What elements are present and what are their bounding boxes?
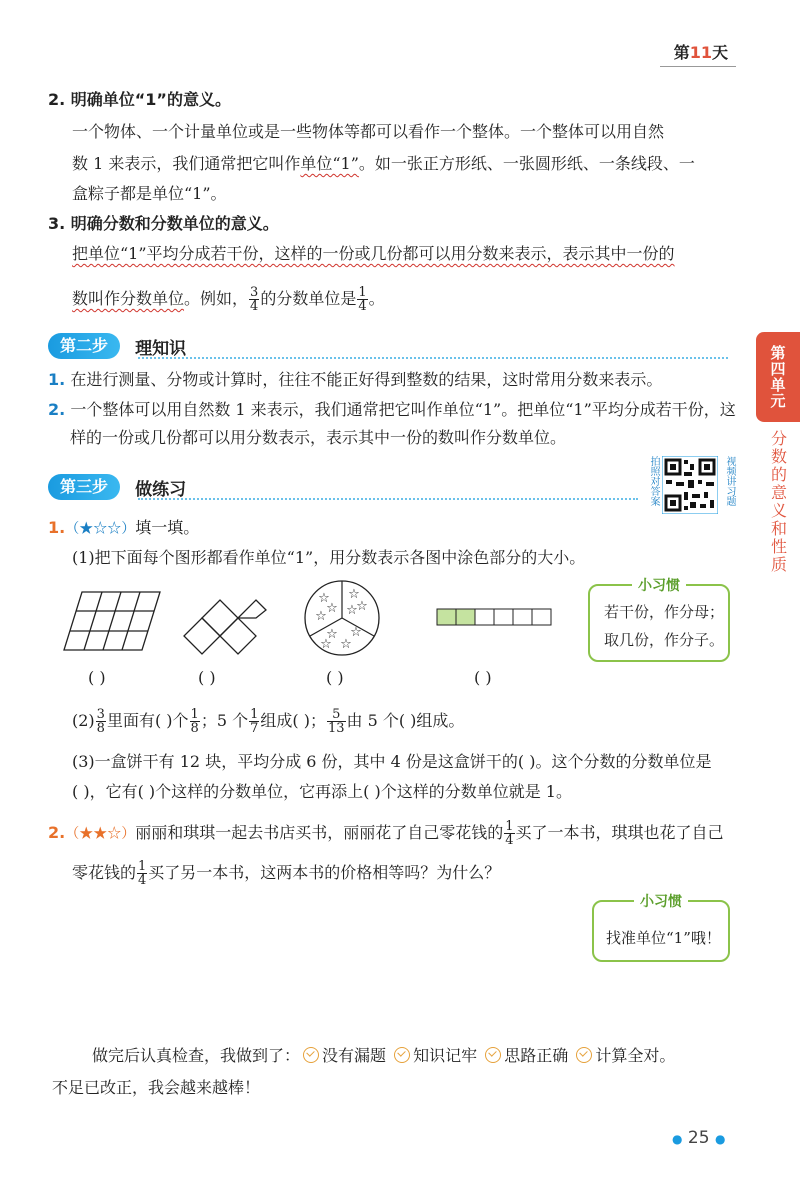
svg-text:☆: ☆ (348, 587, 360, 602)
q2-line1: 2.（★★☆）丽丽和琪琪一起去书店买书，丽丽花了自己零花钱的 $\frac{1}{4}$ 买了一本书，琪琪也花了自己 (48, 819, 724, 848)
svg-text:☆: ☆ (315, 609, 327, 624)
step2-point1: 1. 在进行测量、分物或计算时，往往不能正好得到整数的结果，这时常用分数来表示。 (48, 370, 663, 389)
q2-line2: 零花钱的 $\frac{1}{4}$ 买了另一本书，这两本书的价格相等吗？为什么？ (72, 859, 501, 888)
item2-line1: 一个物体、一个计量单位或是一些物体等都可以看作一个整体。一个整体可以用自然 (72, 122, 665, 141)
item2-line3: 盒粽子都是单位“1”。 (72, 184, 227, 203)
tip-line: 取几份，作分子。 (604, 631, 725, 649)
step2-badge: 第二步 (48, 333, 120, 359)
check-circle-icon (394, 1047, 410, 1063)
difficulty-stars: （★★☆） (65, 826, 136, 842)
check-circle-icon (485, 1047, 501, 1063)
tip-box-1 (588, 578, 730, 662)
qr-right-label: 视频讲习题 (724, 456, 735, 506)
item2-line2: 数 1 来表示，我们通常把它叫作单位“1”。如一张正方形纸、一张圆形纸、一条线段、一 (72, 154, 695, 173)
step3-title: 做练习 (135, 480, 187, 500)
tip-line: 找准单位“1”哦！ (606, 929, 721, 947)
item3-line1: 把单位“1”平均分成若干份，这样的一份或几份都可以用分数来表示，表示其中一份的 (72, 244, 675, 263)
self-check-line: 做完后认真检查，我做到了： 没有漏题 知识记牢 思路正确 计算全对。 (92, 1046, 676, 1065)
fraction: $\frac{1}{4}$ (138, 859, 147, 888)
self-check-line2: 不足已改正，我会越来越棒！ (52, 1078, 261, 1097)
figure-parallelogram-grid (62, 588, 162, 654)
fraction: $\frac{1}{7}$ (250, 707, 259, 736)
q1-sub3-line1: (3)一盒饼干有 12 块，平均分成 6 份，其中 4 份是这盒饼干的( )。这个分数的分数单位是 (72, 752, 712, 771)
figure-circle-stars (302, 578, 382, 658)
page-number: ● 25 ● (672, 1128, 726, 1148)
difficulty-stars: （★☆☆） (65, 521, 136, 537)
qr-code-icon[interactable] (662, 456, 718, 514)
side-tab-unit: 第四单元 (756, 332, 800, 422)
answer-blank-1[interactable]: ( ) (88, 668, 106, 687)
step2-divider (138, 357, 728, 359)
tip-title: 小习惯 (634, 891, 688, 911)
figure-diamond-squares (180, 598, 270, 656)
fraction: $\frac{3}{8}$ (96, 707, 105, 736)
q1-sub3-line2: ( )，它有( )个这样的分数单位，它再添上( )个这样的分数单位就是 1。 (72, 782, 572, 801)
tip-box-2 (592, 894, 730, 962)
step3-divider (138, 498, 638, 500)
step2-point2: 2. 一个整体可以用自然数 1 来表示，我们通常把它叫作单位“1”。把单位“1”平均分成若干份，这 (48, 400, 736, 419)
svg-text:☆: ☆ (340, 637, 352, 652)
svg-text:☆: ☆ (326, 627, 338, 642)
step2-title: 理知识 (135, 339, 187, 359)
step2-header (48, 333, 728, 361)
svg-text:☆: ☆ (346, 603, 358, 618)
item3-title: 3. 明确分数和分数单位的意义。 (48, 214, 279, 233)
q1-sub1: (1)把下面每个图形都看作单位“1”，用分数表示各图中涂色部分的大小。 (72, 548, 586, 567)
step2-point2-line2: 样的一份或几份都可以用分数表示，表示其中一份的数叫作分数单位。 (70, 428, 567, 447)
svg-text:☆: ☆ (318, 591, 330, 606)
step3-header (48, 474, 638, 502)
q1-sub2: (2) $\frac{3}{8}$ 里面有( )个 $\frac{1}{8}$ ；5 个 $\frac{1}{7}$ 组成( )； $\frac{5}{13}$ 由 5 个( )组成。 (72, 707, 465, 736)
answer-blank-3[interactable]: ( ) (326, 668, 344, 687)
figure-strip (436, 606, 552, 628)
tip-title: 小习惯 (632, 575, 686, 595)
day-label: 第11天 (673, 43, 728, 62)
answer-blank-2[interactable]: ( ) (198, 668, 216, 687)
step3-badge: 第三步 (48, 474, 120, 500)
side-tab (756, 332, 800, 582)
svg-text:☆: ☆ (326, 601, 338, 616)
fraction: $\frac{1}{8}$ (190, 707, 199, 736)
fraction: $\frac{3}{4}$ (250, 285, 259, 314)
svg-text:☆: ☆ (350, 625, 362, 640)
check-circle-icon (576, 1047, 592, 1063)
svg-text:☆: ☆ (356, 599, 368, 614)
qr-left-label: 拍照对答案 (648, 456, 659, 506)
check-circle-icon (303, 1047, 319, 1063)
qr-block[interactable] (646, 454, 736, 520)
fraction: $\frac{1}{4}$ (505, 819, 514, 848)
q1-heading: 1.（★☆☆）填一填。 (48, 518, 200, 537)
svg-text:☆: ☆ (320, 637, 332, 652)
fraction: $\frac{1}{4}$ (358, 285, 367, 314)
fraction: $\frac{5}{13}$ (327, 707, 345, 736)
side-tab-topic: 分数的意义和性质 (768, 430, 788, 574)
tip-line: 若干份，作分母； (604, 603, 725, 621)
header-rule (660, 66, 736, 67)
item2-title: 2. 明确单位“1”的意义。 (48, 90, 231, 109)
item3-line2: 数叫作分数单位。例如， $\frac{3}{4}$ 的分数单位是 $\frac{1}{4}$ 。 (72, 285, 385, 314)
day-number: 11 (689, 43, 712, 62)
answer-blank-4[interactable]: ( ) (474, 668, 492, 687)
